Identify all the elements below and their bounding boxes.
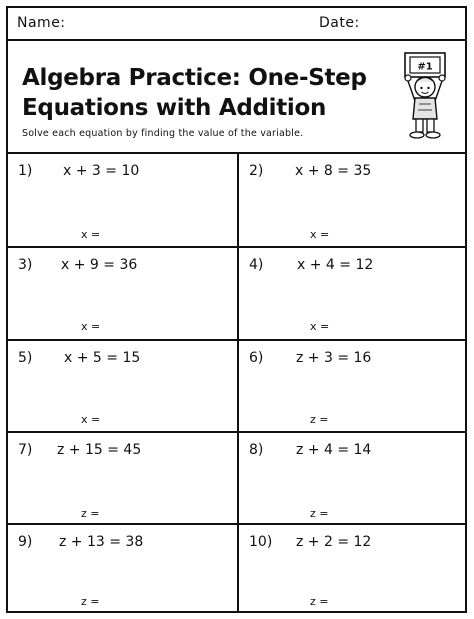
- problem-equation: x + 8 = 35: [295, 163, 372, 179]
- date-label: Date:: [319, 15, 360, 31]
- worksheet-title: [22, 63, 392, 123]
- answer-label: x =: [81, 228, 101, 241]
- problem-cell: [8, 341, 239, 433]
- problem-number: 3): [18, 257, 33, 273]
- answer-label: z =: [310, 507, 329, 520]
- problem-number: 10): [249, 534, 273, 550]
- problem-number: 5): [18, 350, 33, 366]
- problem-equation: z + 3 = 16: [296, 350, 372, 366]
- problem-cell: [239, 154, 465, 248]
- problem-cell: [239, 433, 465, 525]
- answer-label: z =: [310, 413, 329, 426]
- problem-cell: [8, 248, 239, 341]
- problem-number: 6): [249, 350, 264, 366]
- answer-label: z =: [81, 507, 100, 520]
- problem-cell: [239, 248, 465, 341]
- problem-equation: z + 15 = 45: [57, 442, 142, 458]
- problem-cell: [8, 433, 239, 525]
- problem-equation: x + 5 = 15: [64, 350, 141, 366]
- problem-number: 1): [18, 163, 33, 179]
- name-date-bar: [8, 8, 465, 41]
- problem-number: 2): [249, 163, 264, 179]
- problem-cell: [8, 525, 239, 611]
- problem-number: 4): [249, 257, 264, 273]
- problem-equation: z + 4 = 14: [296, 442, 372, 458]
- worksheet: [6, 6, 467, 613]
- problem-equation: x + 3 = 10: [63, 163, 140, 179]
- title-line-1: Algebra Practice: One-Step: [22, 65, 367, 91]
- badge-text: #1: [417, 61, 433, 73]
- problem-cell: [8, 154, 239, 248]
- answer-label: z =: [310, 595, 329, 608]
- problem-equation: z + 2 = 12: [296, 534, 372, 550]
- problem-equation: z + 13 = 38: [59, 534, 144, 550]
- problem-number: 8): [249, 442, 264, 458]
- answer-label: x =: [310, 228, 330, 241]
- kid-holding-sign-icon: [402, 51, 452, 141]
- problem-number: 7): [18, 442, 33, 458]
- problem-cell: [239, 525, 465, 611]
- problem-number: 9): [18, 534, 33, 550]
- title-line-2: Equations with Addition: [22, 95, 327, 121]
- answer-label: z =: [81, 595, 100, 608]
- answer-label: x =: [310, 320, 330, 333]
- problem-grid: [8, 154, 465, 611]
- answer-label: x =: [81, 413, 101, 426]
- problem-cell: [239, 341, 465, 433]
- answer-label: x =: [81, 320, 101, 333]
- problem-equation: x + 4 = 12: [297, 257, 374, 273]
- problem-equation: x + 9 = 36: [61, 257, 138, 273]
- instructions: Solve each equation by finding the value of the variable.: [22, 128, 304, 139]
- name-label: Name:: [17, 15, 66, 31]
- worksheet-header: [8, 41, 465, 154]
